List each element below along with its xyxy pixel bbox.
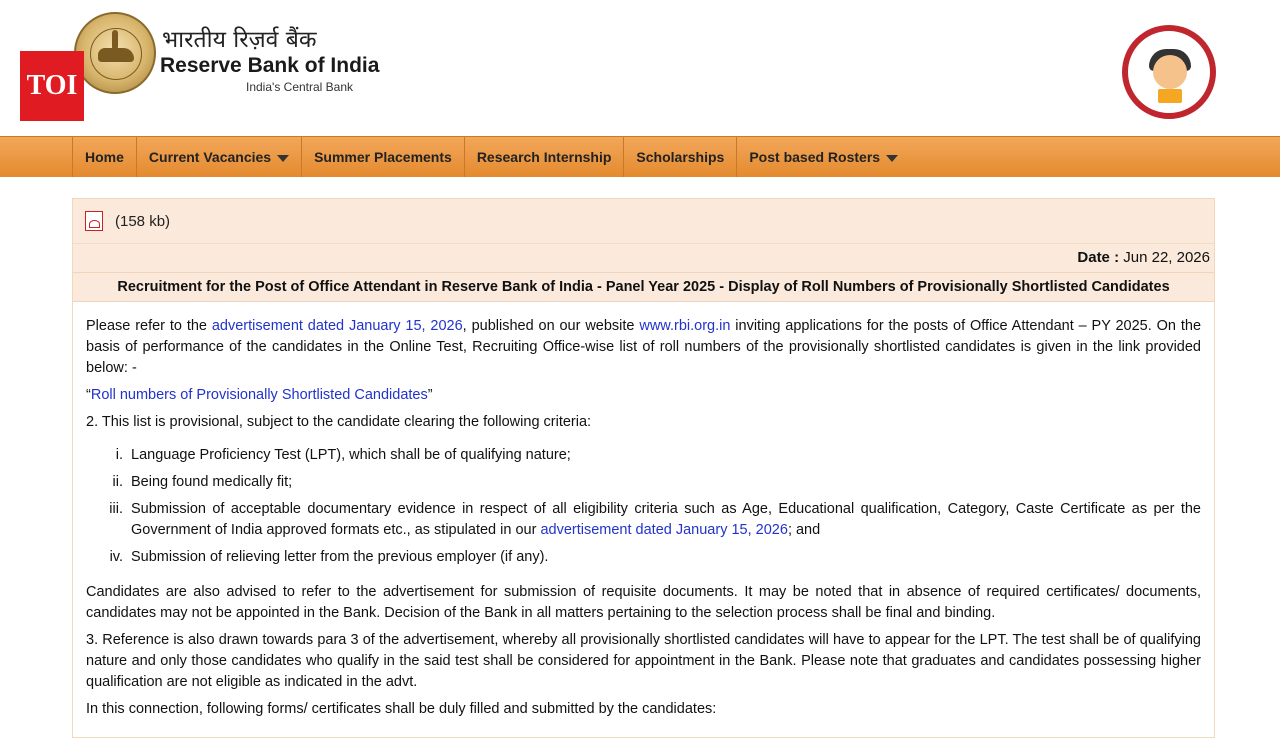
intro-paragraph [86,316,1201,379]
nav-item-label: Scholarships [636,149,725,165]
nav-item-research-internship[interactable] [464,137,624,177]
rbi-website-link[interactable]: www.rbi.org.in [639,318,731,334]
palm-tree-icon [112,30,118,50]
criteria-list [86,445,1201,568]
caret-down-icon [277,155,289,162]
list-item [86,547,1201,568]
advise-paragraph: Candidates are also advised to refer to the advertisement for submission of requisite documents. It may be noted that in absence of required certificates/ documents, candidates may not be appointed in the Bank. Decision of the Bank in all matters pertaining to the selection process shall be final and binding. [86,584,1201,621]
girl-face-icon [1153,55,1187,89]
bank-tagline: India's Central Bank [246,80,354,94]
advertisement-link[interactable]: advertisement dated January 15, 2026 [211,318,463,334]
list-item-tail: ; and [787,522,821,538]
list-item [86,445,1201,466]
list-item-text: Submission of relieving letter from the previous employer (if any). [131,549,549,565]
site-header [0,0,1280,136]
list-item-number: iii. [109,501,123,517]
bank-name-english[interactable]: Reserve Bank of India [160,54,380,77]
list-item-text: Being found medically fit; [131,474,293,490]
list-item-text: Submission of acceptable documentary evidence in respect of all eligibility criteria such as Age, Educational qualification, Category, Caste Certificate as per the Government of India approved formats etc., as stipulated in our [131,501,1201,538]
pdf-size: (158 kb) [115,212,171,230]
book-icon [1158,89,1182,103]
pdf-icon[interactable] [85,211,103,231]
bank-name-hindi[interactable]: भारतीय रिज़र्व बैंक [162,27,317,53]
nav-item-post-based-rosters[interactable] [736,137,910,177]
nav-item-label: Post based Rosters [749,149,881,165]
pdf-download-row [73,199,1214,243]
nav-item-label: Home [85,149,124,165]
roll-numbers-line [86,385,1201,406]
criteria-intro: 2. This list is provisional, subject to the candidate clearing the following criteria: [86,414,592,430]
list-item-text-wrap [131,499,1201,541]
caret-down-icon [886,155,898,162]
intro-text: , published on our website [462,318,640,334]
open-quote: “ [86,387,91,403]
notice-title: Recruitment for the Post of Office Attendant in Reserve Bank of India - Panel Year 2025 - Display of Roll Numbers of Provisionally Shortlisted Candidates [73,272,1214,302]
rbi-seal-logo[interactable] [74,12,156,94]
nav-item-scholarships[interactable] [623,137,736,177]
date-value: Jun 22, 2026 [1123,249,1210,266]
close-quote: ” [427,387,433,403]
advertisement-link[interactable]: advertisement dated January 15, 2026 [540,522,788,538]
reference-paragraph: 3. Reference is also drawn towards para 3 of the advertisement, whereby all provisionally shortlisted candidates will have to appear for the LPT. The test shall be of qualifying nature and only those candidates who qualify in the said test shall be considered for appointment in the Bank. Please note that graduates and candidates possessing higher qualification are not eligible as indicated in the advt. [86,632,1201,690]
tiger-icon [98,48,134,62]
notice-panel [72,198,1215,738]
list-item-number: ii. [112,474,123,490]
list-item-number: i. [115,447,123,463]
intro-text: Please refer to the [86,318,212,334]
forms-paragraph: In this connection, following forms/ certificates shall be duly filled and submitted by the candidates: [86,701,717,717]
date-row [73,243,1214,272]
date-label: Date : [1077,249,1120,266]
toi-logo: TOI [20,51,84,121]
list-item [86,499,1201,541]
list-item [86,472,1201,493]
notice-body [73,302,1214,720]
intro-text: inviting applications for the posts of Office Attendant – PY 2025. On the basis of performance of the candidates in the Online Test, Recruiting Office-wise list of roll numbers of the provisionally shortlisted candidates is given in the link provided below: - [86,318,1202,376]
list-item-number: iv. [109,549,123,565]
nav-item-summer-placements[interactable] [301,137,464,177]
nav-item-label: Current Vacancies [148,149,272,165]
nav-item-label: Summer Placements [314,149,452,165]
nav-item-home[interactable] [72,137,136,177]
nav-item-label: Research Internship [476,149,612,165]
list-item-text: Language Proficiency Test (LPT), which shall be of qualifying nature; [131,447,571,463]
roll-numbers-link[interactable]: Roll numbers of Provisionally Shortlisted Candidates [90,387,428,403]
nav-item-current-vacancies[interactable] [136,137,301,177]
nav-list [72,137,910,177]
beti-bachao-logo [1122,25,1216,119]
main-nav-bar [0,136,1280,177]
